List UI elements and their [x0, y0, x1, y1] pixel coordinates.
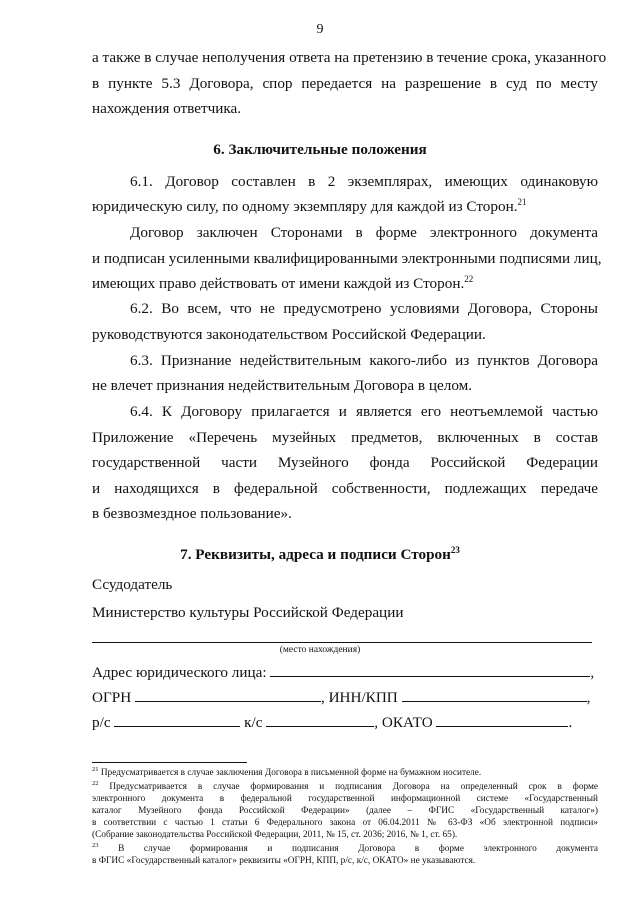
footnote-22-line-1: $^{22}$ Предусматривается в случае формирования и подписания Договора на определенный срок в форме — [92, 779, 598, 792]
para-sig-line-3: имеющих право действовать от имени каждой из Сторон.$^{22}$ — [92, 273, 474, 292]
ogrn-label: ОГРН — [92, 689, 132, 706]
lender-label: Ссудодатель — [92, 576, 173, 593]
inn-kpp-label: , ИНН/КПП — [320, 689, 398, 706]
location-fill-line — [92, 642, 592, 643]
para-6-4-line-3: государственной части Музейного фонда Российской Федерации — [92, 454, 598, 471]
address-label: Адрес юридического лица: — [92, 664, 267, 681]
footnote-22-line-2: электронного документа в федеральной государственной информационной системе «Государственный — [92, 794, 598, 804]
section-6-heading: 6. Заключительные положения — [213, 141, 427, 158]
para-6-4-line-4: и находящихся в федеральной собственности, подлежащих передаче — [92, 480, 598, 497]
para-6-1-line-2: юридическую силу, по одному экземпляру для каждой из Сторон.$^{21}$ — [92, 196, 527, 215]
para-6-2-line-2: руководствуются законодательством Российской Федерации. — [92, 326, 486, 343]
lender-name: Министерство культуры Российской Федерации — [92, 604, 404, 621]
footnote-22-line-5: (Собрание законодательства Российской Федерации, 2011, № 15, ст. 2036; 2016, № 1, ст. 65). — [92, 830, 458, 840]
intro-line-2: в пункте 5.3 Договора, спор передается на разрешение в суд по месту — [92, 75, 598, 92]
footnote-separator — [92, 762, 247, 763]
okato-field — [436, 714, 568, 727]
footnote-23-line-2: в ФГИС «Государственный каталог» реквизиты «ОГРН, КПП, р/с, к/с, ОКАТО» не указываются. — [92, 856, 476, 866]
para-6-4-line-2: Приложение «Перечень музейных предметов, включенных в состав — [92, 429, 598, 446]
section-7-heading: 7. Реквизиты, адреса и подписи Сторон$^{23}$ — [180, 544, 460, 563]
para-6-3-line-2: не влечет признания недействительным Договора в целом. — [92, 377, 473, 394]
inn-kpp-field — [402, 689, 587, 702]
rs-label: р/с — [92, 714, 111, 731]
okato-label: , ОКАТО — [374, 714, 433, 731]
ks-field — [266, 714, 374, 727]
ogrn-row: ОГРН , ИНН/КПП , — [92, 689, 591, 706]
page-number: 9 — [316, 22, 324, 37]
para-6-4-line-1: 6.4. К Договору прилагается и является его неотъемлемой частью — [130, 403, 598, 420]
footnote-22-line-4: в соответствии с частью 1 статьи 6 Федерального закона от 06.04.2011 № 63-ФЗ «Об электронной подписи» — [92, 818, 598, 828]
footnote-ref-21: 21 — [517, 196, 527, 207]
address-row: Адрес юридического лица: , — [92, 664, 595, 681]
para-6-2-line-1: 6.2. Во всем, что не предусмотрено условиями Договора, Стороны — [130, 300, 598, 317]
intro-line-3: нахождения ответчика. — [92, 100, 242, 117]
ogrn-field — [135, 689, 321, 702]
para-sig-line-2: и подписан усиленными квалифицированными электронными подписями лиц, — [92, 250, 602, 267]
footnote-ref-23: 23 — [450, 544, 460, 555]
para-sig-line-1: Договор заключен Сторонами в форме электронного документа — [130, 224, 598, 241]
ks-label: к/с — [244, 714, 263, 731]
footnote-ref-22: 22 — [464, 273, 474, 284]
bank-row: р/с к/с , ОКАТО . — [92, 714, 573, 731]
footnote-23-line-1: $^{23}$ В случае формирования и подписания Договора в форме электронного документа — [92, 841, 599, 854]
para-6-3-line-1: 6.3. Признание недействительным какого-либо из пунктов Договора — [130, 352, 598, 369]
footnote-22-line-3: каталог Музейного фонда Российской Федерации» (далее – ФГИС «Государственный каталог») — [92, 806, 598, 816]
rs-field — [114, 714, 240, 727]
para-6-1-line-1: 6.1. Договор составлен в 2 экземплярах, имеющих одинаковую — [130, 173, 598, 190]
intro-line-1: а также в случае неполучения ответа на претензию в течение срока, указанного — [92, 49, 607, 66]
location-caption: (место нахождения) — [279, 645, 361, 655]
footnote-21: $^{21}$ Предусматривается в случае заключения Договора в письменной форме на бумажном носителе. — [92, 765, 482, 778]
para-6-4-line-5: в безвозмездное пользование». — [92, 505, 292, 522]
address-field — [270, 664, 590, 677]
